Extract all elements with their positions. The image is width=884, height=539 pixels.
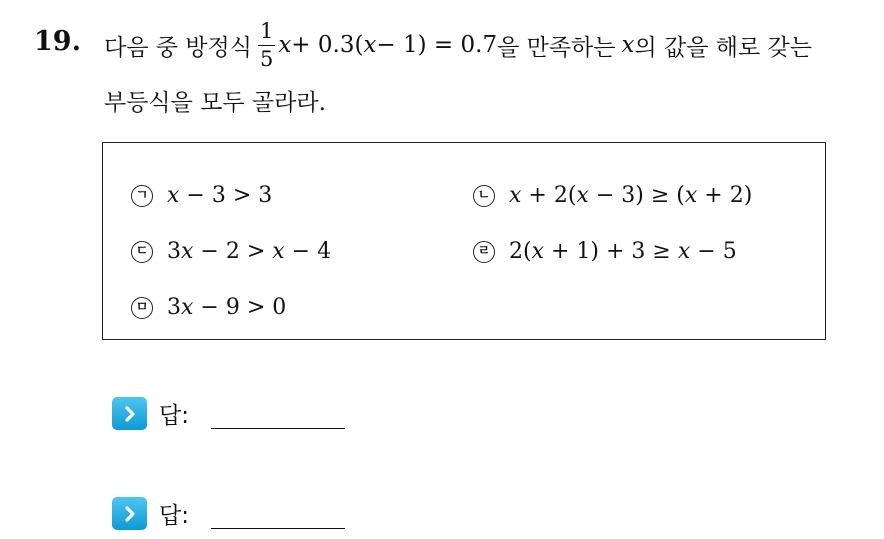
question-number: 19. bbox=[34, 26, 81, 57]
equation bbox=[278, 32, 497, 58]
chevron-right-icon bbox=[112, 497, 147, 530]
option-expression: x + 2(x − 3) ≥ (x + 2) bbox=[509, 183, 753, 208]
option-5 bbox=[131, 295, 286, 320]
fraction bbox=[258, 18, 275, 71]
question-line-1 bbox=[104, 14, 812, 76]
answer-label: 답: bbox=[159, 503, 189, 529]
question-suffix-a: 을 만족하는 bbox=[497, 34, 616, 61]
option-marker: ㄱ bbox=[131, 185, 153, 207]
chevron-right-icon bbox=[112, 397, 147, 430]
equation-tail: − 1) = 0.7 bbox=[376, 32, 498, 58]
question-line-2 bbox=[104, 82, 326, 118]
answer-row-2 bbox=[112, 497, 345, 530]
answer-blank[interactable] bbox=[211, 428, 345, 429]
option-marker: ㄴ bbox=[473, 185, 495, 207]
question-line-2-text: 부등식을 모두 골라라. bbox=[104, 89, 326, 116]
option-expression: 3x − 9 > 0 bbox=[167, 295, 287, 320]
question-suffix-b: 의 값을 해로 갖는 bbox=[634, 34, 812, 61]
answer-label: 답: bbox=[159, 403, 189, 429]
fraction-numerator: 1 bbox=[258, 21, 275, 46]
answer-row-1 bbox=[112, 397, 345, 430]
options-box bbox=[102, 142, 826, 340]
equation-variable: x bbox=[278, 32, 292, 58]
option-4 bbox=[473, 239, 737, 264]
option-marker: ㅁ bbox=[131, 297, 153, 319]
fraction-denominator: 5 bbox=[259, 46, 274, 71]
option-1 bbox=[131, 183, 272, 208]
equation-middle: + 0.3( bbox=[291, 32, 364, 58]
option-3 bbox=[131, 239, 331, 264]
option-marker: ㄷ bbox=[131, 241, 153, 263]
answer-blank[interactable] bbox=[211, 528, 345, 529]
question-prefix: 다음 중 방정식 bbox=[104, 34, 252, 61]
option-expression: 3x − 2 > x − 4 bbox=[167, 239, 332, 264]
option-expression: x − 3 > 3 bbox=[167, 183, 273, 208]
option-marker: ㄹ bbox=[473, 241, 495, 263]
question-variable: x bbox=[621, 32, 635, 58]
equation-variable-2: x bbox=[363, 32, 377, 58]
option-2 bbox=[473, 183, 752, 208]
option-expression: 2(x + 1) + 3 ≥ x − 5 bbox=[509, 239, 737, 264]
